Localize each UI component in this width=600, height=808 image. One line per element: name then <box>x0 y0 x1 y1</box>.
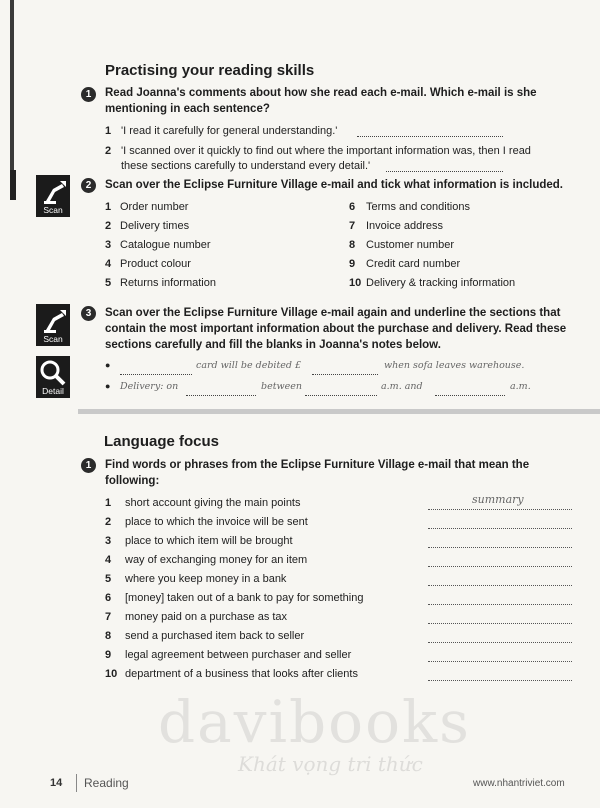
answer-line[interactable] <box>428 546 572 548</box>
footer-section-name: Reading <box>84 776 129 790</box>
section-title-language-focus: Language focus <box>104 433 220 450</box>
list-item: 2 place to which the invoice will be sent <box>105 516 308 528</box>
question-instruction: Scan over the Eclipse Furniture Village e-mail again and underline the sections that contain the most important information about the purchase and delivery. Read these sections carefully and fill the blanks in Joanna's notes below. <box>105 307 567 351</box>
list-item: 7 Invoice address <box>349 220 444 232</box>
list-item: 9 legal agreement between purchaser and seller <box>105 649 352 661</box>
list-item: 6 Terms and conditions <box>349 201 470 213</box>
detail-magnifier-icon: Detail <box>36 356 70 398</box>
answer-blank[interactable] <box>186 385 256 396</box>
list-item: 6 [money] taken out of a bank to pay for something <box>105 592 364 604</box>
question-instruction: Scan over the Eclipse Furniture Village e-mail and tick what information is included. <box>105 179 563 191</box>
question-number-badge: 1 <box>81 458 96 473</box>
list-item: 5 Returns information <box>105 277 216 289</box>
list-item: 8 send a purchased item back to seller <box>105 630 305 642</box>
note-text: Delivery: on <box>120 381 179 392</box>
question-number-badge: 3 <box>81 306 96 321</box>
list-item: 4 Product colour <box>105 258 191 270</box>
note-text: a.m. <box>510 381 531 392</box>
answer-line[interactable] <box>428 527 572 529</box>
list-item: 9 Credit card number <box>349 258 461 270</box>
section-title-reading-skills: Practising your reading skills <box>105 62 315 79</box>
example-answer: summary <box>472 493 524 506</box>
answer-line[interactable] <box>428 622 572 624</box>
list-item: 2 Delivery times <box>105 220 190 232</box>
note-text: a.m. and <box>381 381 423 392</box>
page-spine-mark <box>10 170 16 200</box>
list-item: 4 way of exchanging money for an item <box>105 554 308 566</box>
answer-blank[interactable] <box>435 385 505 396</box>
answer-blank[interactable] <box>386 161 503 172</box>
answer-blank[interactable] <box>312 364 378 375</box>
answer-line[interactable] <box>428 641 572 643</box>
answer-line[interactable] <box>428 660 572 662</box>
question-instruction: Read Joanna's comments about how she read each e-mail. Which e-mail is she mentioning in each sentence? <box>105 87 537 115</box>
scan-icon: Scan <box>36 175 70 217</box>
section-divider <box>78 409 600 414</box>
list-item: 2 'I scanned over it quickly to find out where the important information was, then I read these sections carefully to understand every detail.' <box>105 145 531 172</box>
list-item: 10 Delivery & tracking information <box>349 277 516 289</box>
bullet: ● <box>105 360 111 370</box>
answer-line[interactable] <box>428 603 572 605</box>
watermark-logo: davibooks <box>158 688 471 756</box>
question-number-badge: 2 <box>81 178 96 193</box>
footer-url: www.nhantriviet.com <box>473 778 565 789</box>
answer-line[interactable] <box>428 508 572 510</box>
checklist-right-column <box>349 198 515 293</box>
question-number-badge: 1 <box>81 87 96 102</box>
list-item: 3 Catalogue number <box>105 239 211 251</box>
list-item: 10 department of a business that looks after clients <box>105 668 358 680</box>
definition-list <box>105 494 425 684</box>
list-item: 8 Customer number <box>349 239 455 251</box>
scan-icon: Scan <box>36 304 70 346</box>
list-item: 1 'I read it carefully for general understanding.' <box>105 125 338 137</box>
note-text: when sofa leaves warehouse. <box>384 360 525 371</box>
watermark-tagline: Khát vọng tri thức <box>238 752 423 776</box>
answer-line[interactable] <box>428 565 572 567</box>
page-number: 14 <box>50 777 63 789</box>
checklist-left-column <box>105 198 216 293</box>
footer-separator <box>76 774 77 792</box>
list-item: 1 short account giving the main points <box>105 497 301 509</box>
answer-blank[interactable] <box>305 385 377 396</box>
answer-blank[interactable] <box>357 126 503 137</box>
bullet: ● <box>105 381 111 391</box>
list-item: 5 where you keep money in a bank <box>105 573 287 585</box>
list-item: 3 place to which item will be brought <box>105 535 293 547</box>
answer-line[interactable] <box>428 584 572 586</box>
note-text: between <box>261 381 303 392</box>
answer-blank[interactable] <box>120 364 192 375</box>
list-item: 7 money paid on a purchase as tax <box>105 611 288 623</box>
question-instruction: Find words or phrases from the Eclipse Furniture Village e-mail that mean the following: <box>105 459 530 487</box>
list-item: 1 Order number <box>105 201 189 213</box>
answer-line[interactable] <box>428 679 572 681</box>
note-text: card will be debited £ <box>196 360 302 371</box>
